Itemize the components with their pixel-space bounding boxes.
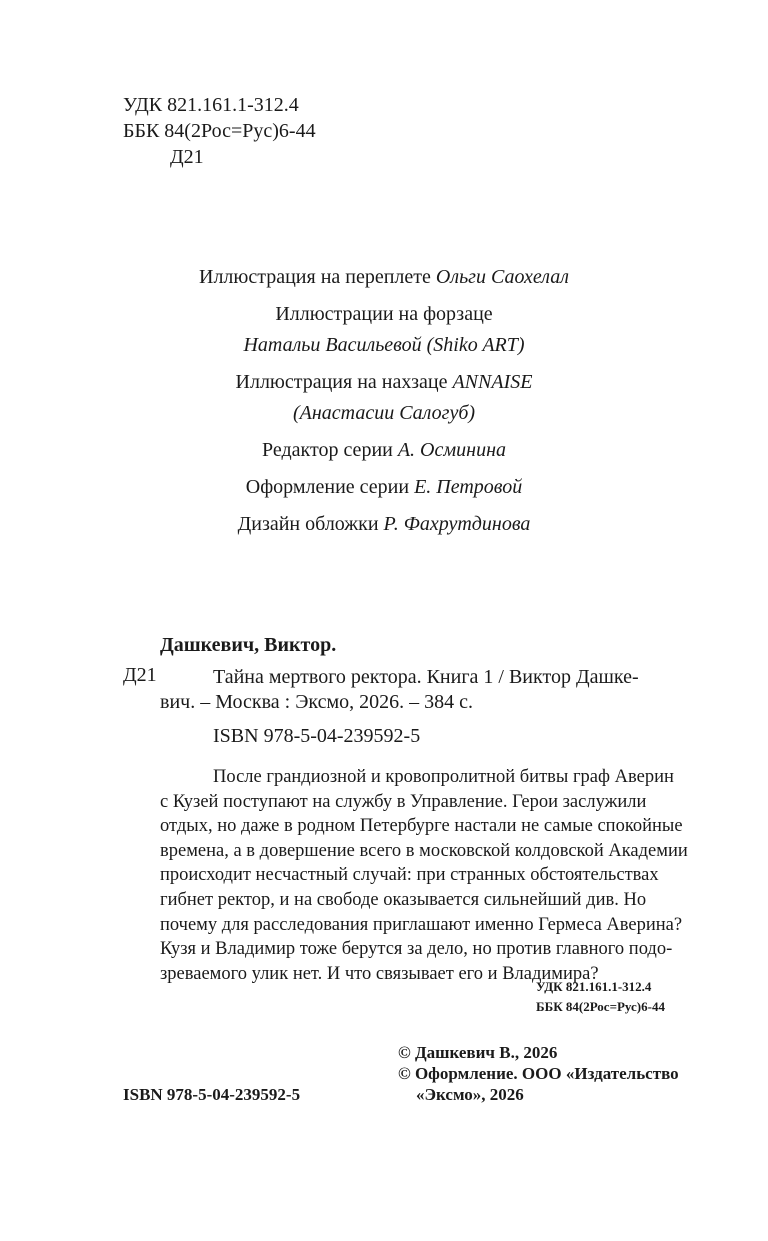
udk-block (123, 92, 316, 170)
credit-label: Иллюстрации на форзаце (275, 303, 493, 325)
bib-code: Д21 (123, 664, 157, 686)
credit-person: (Анастасии Салогуб) (292, 402, 476, 424)
bib-imprint-line: вич. – Москва : Эксмо, 2026. – 384 с. (160, 691, 474, 713)
annotation-line: зреваемого улик нет. И что связывает его и Владимира? (160, 963, 599, 984)
credit-cover-design (0, 509, 768, 540)
annotation-line: гибнет ректор, и на свободе оказывается сильнейший див. Но (160, 889, 647, 910)
annotation-line: Кузя и Владимир тоже берутся за дело, но против главного подо- (160, 939, 673, 960)
credit-person: Е. Петровой (414, 476, 523, 498)
annotation-line: происходит несчастный случай: при странных обстоятельствах (160, 865, 659, 886)
credit-cover (0, 262, 768, 293)
annotation-line: После грандиозной и кровопролитной битвы граф Аверин (213, 767, 674, 787)
annotation-line: отдых, но даже в родном Петербурге настали не самые спокойные (160, 816, 683, 837)
isbn-bottom: ISBN 978-5-04-239592-5 (123, 1085, 301, 1104)
credit-endpaper (0, 299, 768, 330)
credit-person: ANNAISE (452, 371, 533, 393)
annotation-line: почему для расследования приглашают именно Гермеса Аверина? (160, 914, 683, 935)
copyright-publisher: © Оформление. ООО «Издательство (398, 1064, 679, 1083)
annotation-line: с Кузей поступают на службу в Управление. Герои заслужили (160, 791, 647, 812)
credit-person: Ольги Саохелал (435, 266, 569, 288)
copyright-publisher-cont: «Эксмо», 2026 (416, 1085, 524, 1104)
annotation-line: времена, а в довершение всего в московской колдовской Академии (160, 840, 688, 861)
bib-title-line: Тайна мертвого ректора. Книга 1 / Виктор Дашке- (213, 666, 639, 688)
bib-isbn: ISBN 978-5-04-239592-5 (213, 725, 421, 747)
credit-person: Натальи Васильевой (Shiko ART) (243, 334, 525, 356)
credit-person: А. Осминина (397, 439, 506, 461)
credit-series-editor (0, 435, 768, 466)
udk-bottom (536, 977, 665, 1017)
copyright-block (398, 1042, 679, 1105)
bbk-code: ББК 84(2Рос=Рус)6-44 (123, 120, 316, 142)
copyright-author: © Дашкевич В., 2026 (398, 1043, 558, 1062)
credit-label: Редактор серии (261, 439, 393, 461)
bbk-code: ББК 84(2Рос=Рус)6-44 (536, 999, 665, 1014)
credit-person: Р. Фахрутдинова (383, 513, 531, 535)
annotation (160, 765, 690, 986)
author-mark: Д21 (170, 146, 204, 168)
credits-block (0, 262, 768, 540)
credit-back-endpaper (0, 367, 768, 398)
credit-label: Иллюстрация на переплете (199, 266, 431, 288)
credit-label: Дизайн обложки (237, 513, 379, 535)
bib-author: Дашкевич, Виктор. (160, 634, 337, 656)
credit-series-design (0, 472, 768, 503)
credit-label: Оформление серии (245, 476, 410, 498)
udk-code: УДК 821.161.1-312.4 (123, 94, 299, 116)
udk-code: УДК 821.161.1-312.4 (536, 979, 652, 994)
credit-label: Иллюстрация на нахзаце (235, 371, 448, 393)
